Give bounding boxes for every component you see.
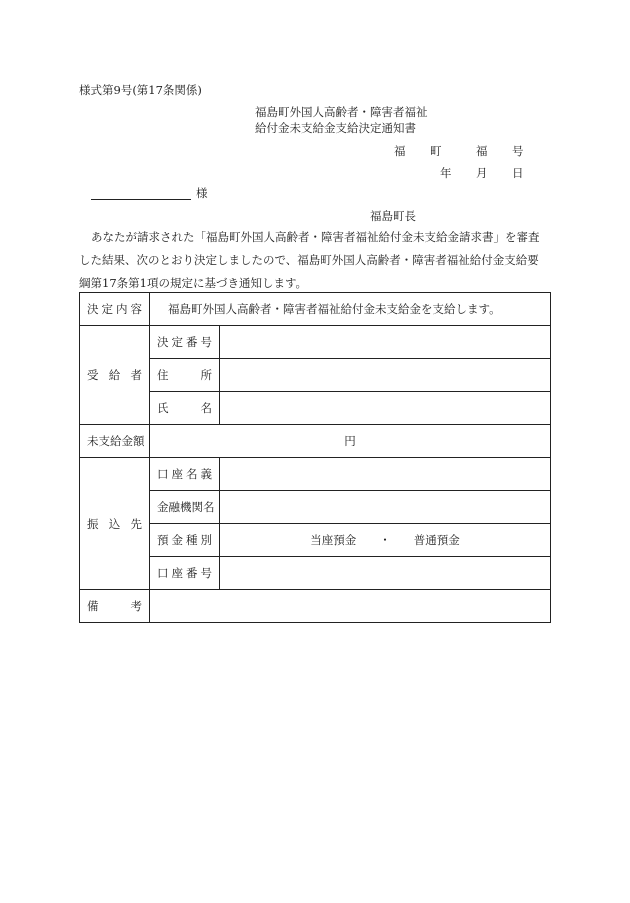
transfer-label-char: 込 bbox=[108, 516, 121, 531]
deposit-type-label-char: 金 bbox=[171, 533, 183, 547]
name-field[interactable] bbox=[220, 392, 551, 425]
remarks-label-char: 備 bbox=[87, 599, 99, 613]
doc-number-char-4: 号 bbox=[512, 144, 524, 158]
remarks-label-char: 考 bbox=[130, 599, 142, 613]
row-account-number bbox=[80, 557, 551, 590]
account-number-label bbox=[150, 557, 220, 590]
date-month: 月 bbox=[476, 166, 488, 180]
account-number-field[interactable] bbox=[220, 557, 551, 590]
decision-number-label bbox=[150, 326, 220, 359]
issuer: 福島町長 bbox=[370, 209, 416, 223]
body-line-1: あなたが請求された「福島町外国人高齢者・障害者福祉給付金未支給金請求書」を審査 bbox=[91, 230, 540, 244]
row-remarks bbox=[80, 590, 551, 623]
account-number-label-char: 座 bbox=[171, 566, 183, 580]
row-deposit-type bbox=[80, 524, 551, 557]
address-field[interactable] bbox=[220, 359, 551, 392]
body-line-2: した結果、次のとおり決定しましたので、福島町外国人高齢者・障害者福祉給付金支給要 bbox=[79, 253, 539, 267]
form-number: 様式第9号(第17条関係) bbox=[79, 83, 202, 97]
decision-table bbox=[79, 292, 551, 623]
amount-unit: 円 bbox=[344, 434, 356, 448]
decision-number-field[interactable] bbox=[220, 326, 551, 359]
name-label bbox=[150, 392, 220, 425]
remarks-field[interactable] bbox=[150, 590, 551, 623]
decision-label-char: 容 bbox=[130, 302, 142, 316]
deposit-type-options[interactable]: 当座預金 ・ 普通預金 bbox=[220, 524, 551, 557]
name-label-char: 名 bbox=[200, 401, 212, 415]
decision-text: 福島町外国人高齢者・障害者福祉給付金未支給金を支給します。 bbox=[150, 293, 551, 326]
document-title-line1: 福島町外国人高齢者・障害者福祉 bbox=[255, 105, 428, 119]
account-holder-label-char: 座 bbox=[171, 467, 183, 481]
decision-number-label-char: 決 bbox=[157, 335, 169, 349]
amount-label: 未支給金額 bbox=[80, 425, 150, 458]
date-year: 年 bbox=[440, 166, 452, 180]
date-day: 日 bbox=[512, 166, 524, 180]
decision-label-char: 内 bbox=[116, 302, 128, 316]
bank-field[interactable] bbox=[220, 491, 551, 524]
transfer-label-char: 先 bbox=[130, 516, 142, 531]
account-number-label-char: 番 bbox=[186, 566, 198, 580]
row-bank bbox=[80, 491, 551, 524]
deposit-type-label bbox=[150, 524, 220, 557]
decision-number-label-char: 番 bbox=[186, 335, 198, 349]
address-label bbox=[150, 359, 220, 392]
account-holder-label-char: 口 bbox=[157, 467, 169, 481]
account-holder-label-char: 義 bbox=[200, 467, 212, 481]
bank-label: 金融機関名 bbox=[150, 491, 220, 524]
name-label-char: 氏 bbox=[157, 401, 169, 415]
account-number-label-char: 号 bbox=[200, 566, 212, 580]
row-amount bbox=[80, 425, 551, 458]
doc-number-char-2: 町 bbox=[430, 144, 442, 158]
account-number-label-char: 口 bbox=[157, 566, 169, 580]
decision-label-char: 決 bbox=[87, 302, 99, 316]
recipient-label-char: 給 bbox=[108, 368, 121, 382]
decision-number-label-char: 定 bbox=[171, 335, 183, 349]
recipient-label-char: 受 bbox=[87, 368, 99, 382]
body-line-3: 綱第17条第1項の規定に基づき通知します。 bbox=[79, 276, 308, 290]
decision-label-char: 定 bbox=[101, 302, 113, 316]
address-label-char: 住 bbox=[157, 368, 169, 382]
address-label-char: 所 bbox=[200, 368, 212, 382]
recipient-label-char: 者 bbox=[130, 368, 142, 382]
remarks-label bbox=[80, 590, 150, 623]
decision-number-label-char: 号 bbox=[200, 335, 212, 349]
amount-field[interactable] bbox=[150, 425, 551, 458]
row-account-holder bbox=[80, 458, 551, 491]
deposit-type-label-char: 別 bbox=[200, 533, 212, 547]
addressee-blank bbox=[91, 199, 191, 200]
decision-label bbox=[80, 293, 150, 326]
account-holder-field[interactable] bbox=[220, 458, 551, 491]
doc-number-char-3: 福 bbox=[476, 144, 488, 158]
account-holder-label bbox=[150, 458, 220, 491]
notice-body bbox=[79, 226, 551, 295]
deposit-type-label-char: 種 bbox=[186, 533, 198, 547]
addressee-suffix: 様 bbox=[196, 186, 208, 200]
doc-number-char-1: 福 bbox=[394, 144, 406, 158]
deposit-type-label-char: 預 bbox=[157, 533, 169, 547]
row-decision bbox=[80, 293, 551, 326]
document-title-line2: 給付金未支給金支給決定通知書 bbox=[255, 121, 416, 135]
row-decision-number bbox=[80, 326, 551, 359]
row-name bbox=[80, 392, 551, 425]
row-address bbox=[80, 359, 551, 392]
transfer-label-char: 振 bbox=[87, 516, 99, 531]
account-holder-label-char: 名 bbox=[186, 467, 198, 481]
recipient-label bbox=[80, 326, 150, 425]
transfer-label bbox=[80, 458, 150, 590]
